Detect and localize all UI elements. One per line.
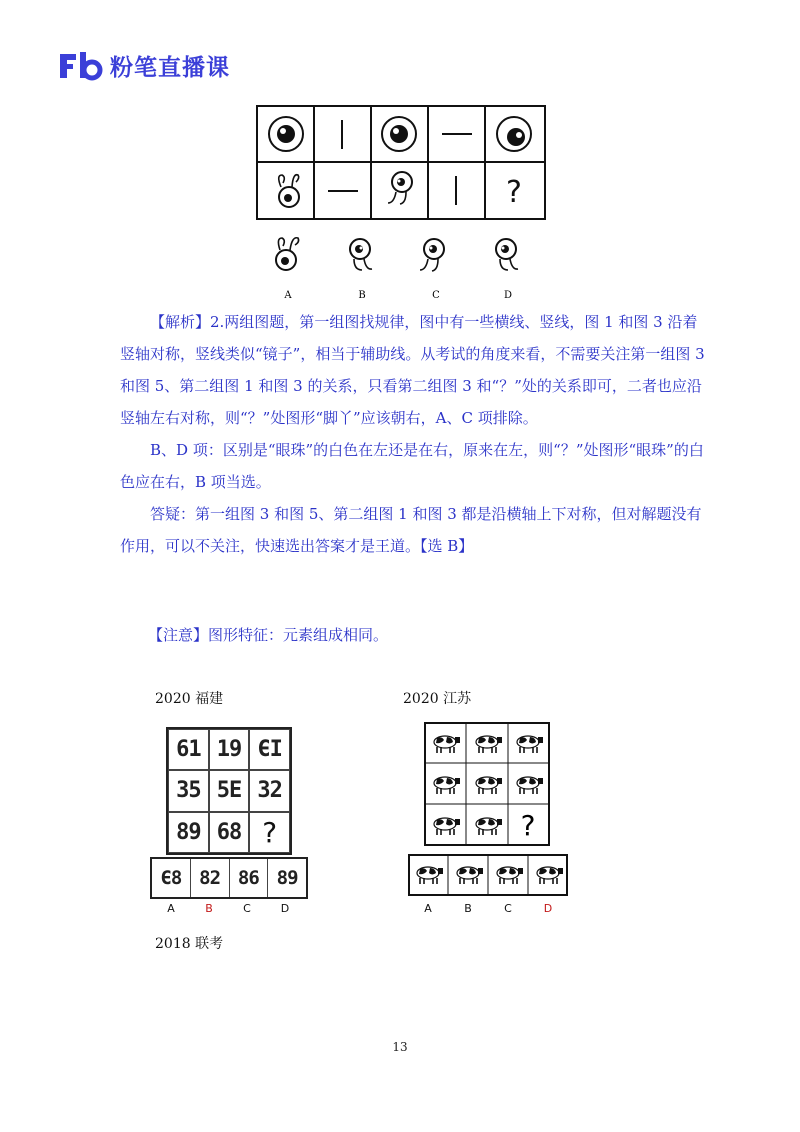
- fujian-cell: 68: [209, 812, 250, 853]
- eye-figure-3: [382, 117, 416, 151]
- fujian-cell: ЄI: [249, 729, 290, 770]
- puzzle-options: [262, 232, 552, 304]
- fujian-cell: 5E: [209, 770, 250, 811]
- option-d-figure: [496, 239, 518, 270]
- note-text: 【注意】图形特征：元素组成相同。: [148, 626, 389, 644]
- option-label-b: B: [358, 290, 366, 301]
- question-mark: ?: [506, 175, 522, 210]
- option-a-figure: [276, 238, 299, 270]
- cow-icon: [497, 867, 523, 884]
- option-b-figure: [350, 239, 372, 270]
- fujian-option: 82: [190, 859, 229, 897]
- fujian-grid: [166, 727, 292, 855]
- fujian-label-d: D: [280, 902, 290, 915]
- fujian-label-a: A: [167, 902, 175, 915]
- cow-icon: [417, 867, 443, 884]
- analysis-paragraph-3: 答疑：第一组图 3 和图 5、第二组图 1 和图 3 都是沿横轴上下对称，但对解题没有作用，可以不关注，快速选出答案才是王道。【选 B】: [120, 505, 702, 555]
- option-label-a: A: [284, 290, 292, 301]
- fujian-cell: ?: [249, 812, 290, 853]
- jiangsu-label-a: A: [424, 902, 432, 915]
- jiangsu-label-d: D: [543, 902, 553, 915]
- jiangsu-label-b: B: [464, 902, 472, 915]
- option-label-d: D: [503, 290, 513, 301]
- feet-eye-figure-1: [279, 175, 299, 207]
- fujian-options: [150, 857, 308, 899]
- puzzle-figure-grid: [256, 105, 546, 220]
- brand-logo: [58, 48, 230, 82]
- jiangsu-option-labels: [408, 902, 568, 915]
- feet-eye-figure-3: [388, 172, 412, 204]
- fujian-cell: 19: [209, 729, 250, 770]
- cow-icon: [517, 736, 543, 753]
- fujian-option: 86: [229, 859, 268, 897]
- cow-icon: [434, 818, 460, 835]
- jiangsu-question-mark: ?: [520, 809, 536, 842]
- cow-icon: [434, 777, 460, 794]
- option-label-c: C: [432, 290, 440, 301]
- fujian-option-labels: [152, 902, 304, 915]
- cow-icon: [537, 867, 563, 884]
- fujian-cell: 32: [249, 770, 290, 811]
- cow-icon: [476, 818, 502, 835]
- jiangsu-label-c: C: [504, 902, 512, 915]
- eye-figure-1: [269, 117, 303, 151]
- source-2018: 2018 联考: [155, 936, 224, 952]
- fb-logo-icon: [58, 48, 104, 82]
- fujian-option: 89: [267, 859, 306, 897]
- jiangsu-grid: [424, 722, 550, 846]
- cow-icon: [457, 867, 483, 884]
- fujian-cell: 35: [168, 770, 209, 811]
- source-fujian: 2020 福建: [155, 691, 224, 707]
- analysis-paragraph-1: 【解析】2.两组图题，第一组图找规律，图中有一些横线、竖线，图 1 和图 3 沿着竖轴对称，竖线类似“镜子”，相当于辅助线。从考试的角度来看，不需要关注第一组图 3 和图 5、第二组图 1 和图 3 的关系，只看第二组图 3 和“？”处的关系即可，二者也应沿竖轴左右对称，则“？”处图形“脚丫”应该朝右，A、C 项排除。: [120, 313, 705, 427]
- brand-text: 粉笔直播课: [110, 54, 230, 81]
- analysis-paragraph-2: B、D 项：区别是“眼珠”的白色在左还是在右，原来在左，则“？”处图形“眼珠”的白色应在右，B 项当选。: [120, 441, 704, 491]
- option-c-figure: [420, 239, 444, 271]
- jiangsu-options: [408, 854, 568, 896]
- fujian-label-c: C: [243, 902, 251, 915]
- fujian-option: Є8: [160, 867, 182, 889]
- cow-icon: [476, 736, 502, 753]
- cow-icon: [476, 777, 502, 794]
- page-number: 13: [392, 1040, 408, 1054]
- analysis-block: [120, 306, 710, 562]
- cow-icon: [434, 736, 460, 753]
- source-jiangsu: 2020 江苏: [403, 691, 472, 707]
- fujian-cell: 61: [168, 729, 209, 770]
- fujian-label-b: B: [205, 902, 213, 915]
- eye-figure-5: [497, 117, 531, 151]
- fujian-cell: 89: [168, 812, 209, 853]
- cow-icon: [517, 777, 543, 794]
